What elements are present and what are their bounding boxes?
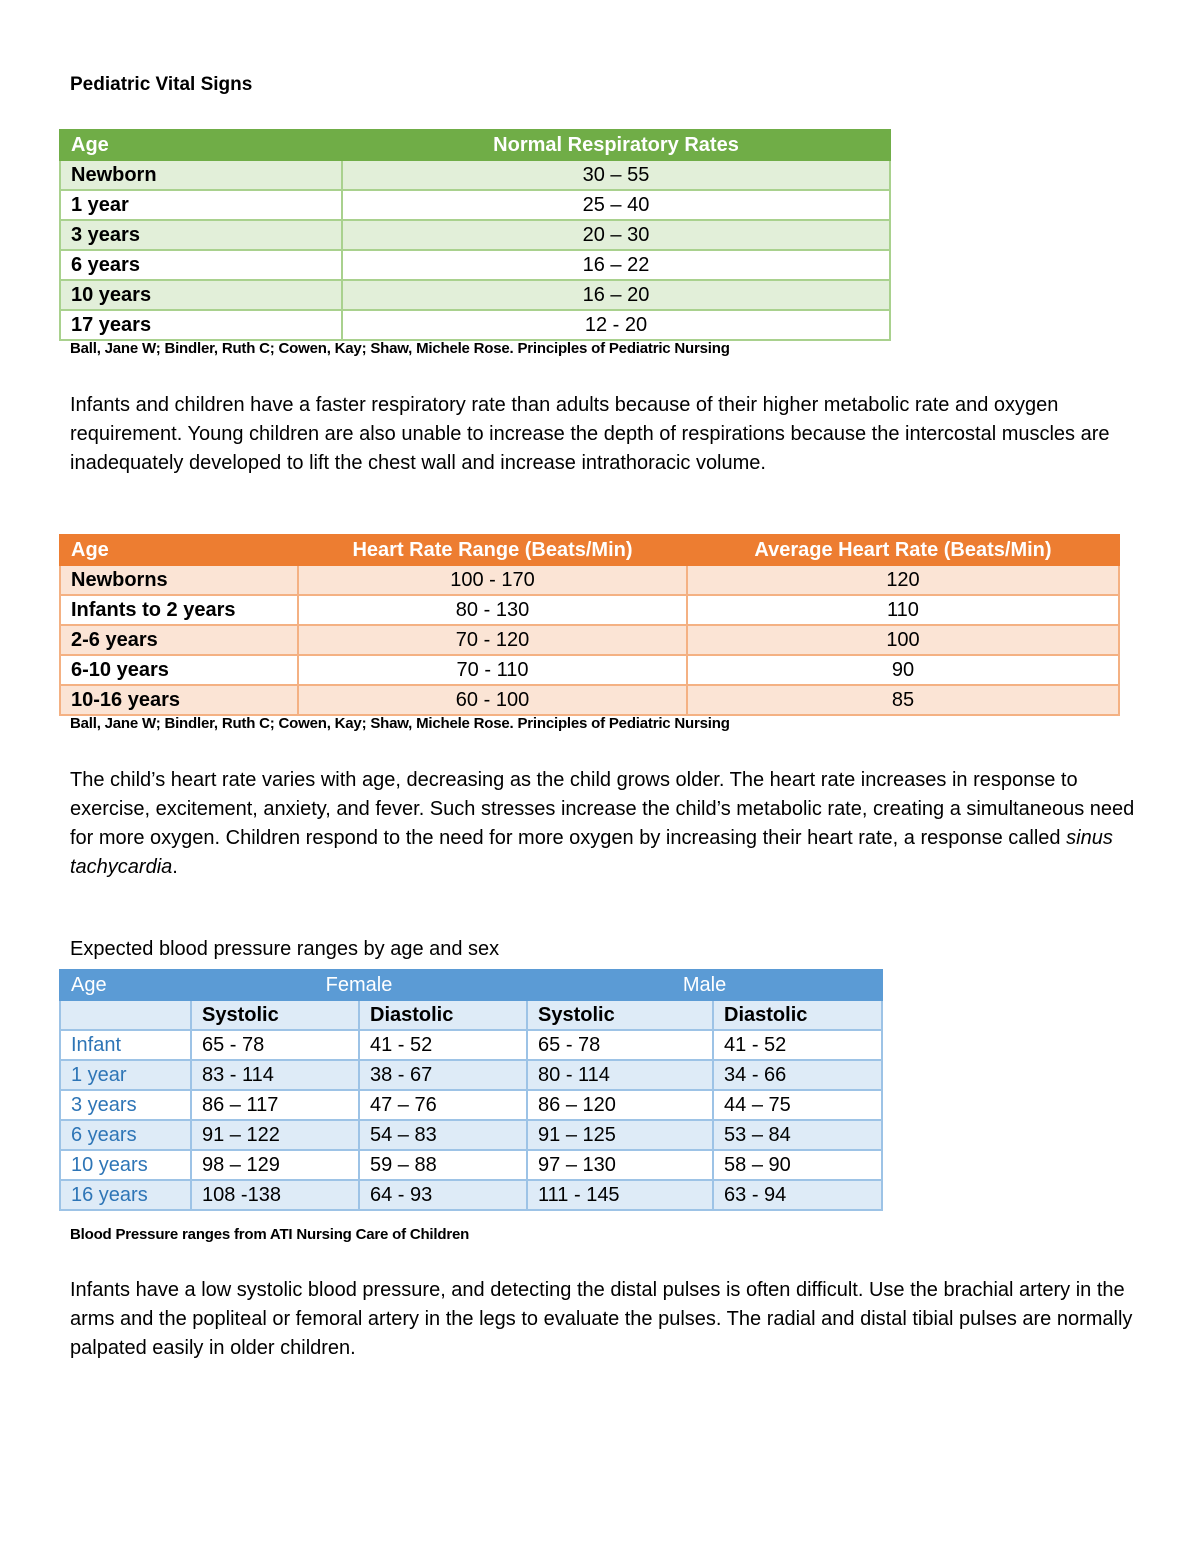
column-header-age: Age — [60, 970, 191, 1000]
table-cell-value: 100 - 170 — [298, 565, 687, 595]
table-row — [60, 1030, 882, 1060]
table-cell-value: 97 – 130 — [527, 1150, 713, 1180]
table-cell-value: 16 – 20 — [342, 280, 890, 310]
table-cell-age: Infant — [60, 1030, 191, 1060]
table-cell-value: 80 - 114 — [527, 1060, 713, 1090]
heart-paragraph-text: The child’s heart rate varies with age, decreasing as the child grows older. The heart rate increases in response to exercise, excitement, anxiety, and fever. Such stresses increase the child’s metabolic rate, creating a simultaneous need for more oxygen. Children respond to the need for more oxygen by increasing their heart rate, a response called — [70, 769, 1135, 849]
heart-paragraph-italic: sinus tachycardia — [70, 827, 1113, 878]
table-cell-value: 41 - 52 — [359, 1030, 527, 1060]
table-cell-value: 120 — [687, 565, 1119, 595]
subheader-male-systolic: Systolic — [527, 1000, 713, 1030]
table-cell-value: 41 - 52 — [713, 1030, 882, 1060]
table-cell-value: 44 – 75 — [713, 1090, 882, 1120]
heart-paragraph-end: . — [172, 856, 178, 878]
table-cell-value: 12 - 20 — [342, 310, 890, 340]
table-cell-age: 10-16 years — [60, 685, 298, 715]
table-row — [60, 190, 890, 220]
table-cell-value: 90 — [687, 655, 1119, 685]
table-row — [60, 280, 890, 310]
table-cell-age: Newborns — [60, 565, 298, 595]
table-row — [60, 160, 890, 190]
table-cell-age: Newborn — [60, 160, 342, 190]
table-cell-value: 83 - 114 — [191, 1060, 359, 1090]
table-header-row — [60, 970, 882, 1000]
table-cell-value: 34 - 66 — [713, 1060, 882, 1090]
table-cell-value: 59 – 88 — [359, 1150, 527, 1180]
table-row — [60, 655, 1119, 685]
table-cell-value: 98 – 129 — [191, 1150, 359, 1180]
bp-paragraph: Infants have a low systolic blood pressure, and detecting the distal pulses is often difficult. Use the brachial artery in the arms and the popliteal or femoral artery in the legs to evaluate the pulses. The radial and distal tibial pulses are normally palpated easily in older children. — [70, 1279, 1133, 1359]
table-row — [60, 220, 890, 250]
table-cell-value: 53 – 84 — [713, 1120, 882, 1150]
table-cell-value: 85 — [687, 685, 1119, 715]
table-cell-value: 58 – 90 — [713, 1150, 882, 1180]
table-row — [60, 1150, 882, 1180]
table-cell-value: 60 - 100 — [298, 685, 687, 715]
table-cell-value: 70 - 110 — [298, 655, 687, 685]
table-cell-age: 10 years — [60, 1150, 191, 1180]
table-cell-value: 54 – 83 — [359, 1120, 527, 1150]
table-subheader-row — [60, 1000, 882, 1030]
table-header-row — [60, 130, 890, 160]
table-cell-value: 65 - 78 — [527, 1030, 713, 1060]
subheader-blank — [60, 1000, 191, 1030]
table-cell-value: 25 – 40 — [342, 190, 890, 220]
column-header-male: Male — [527, 970, 882, 1000]
table-cell-value: 38 - 67 — [359, 1060, 527, 1090]
table-header-row — [60, 535, 1119, 565]
table-cell-value: 65 - 78 — [191, 1030, 359, 1060]
table-cell-value: 111 - 145 — [527, 1180, 713, 1210]
table-row — [60, 625, 1119, 655]
heart-paragraph — [70, 766, 1140, 882]
table-row — [60, 595, 1119, 625]
table-cell-age: 1 year — [60, 1060, 191, 1090]
blood-pressure-table — [59, 969, 883, 1211]
table-cell-value: 20 – 30 — [342, 220, 890, 250]
table-cell-age: 2-6 years — [60, 625, 298, 655]
table-cell-age: 1 year — [60, 190, 342, 220]
table-cell-value: 64 - 93 — [359, 1180, 527, 1210]
table-cell-value: 108 -138 — [191, 1180, 359, 1210]
table-cell-value: 86 – 120 — [527, 1090, 713, 1120]
table-cell-age: 6-10 years — [60, 655, 298, 685]
column-header-respiratory-rates: Normal Respiratory Rates — [342, 130, 890, 160]
table-cell-age: 3 years — [60, 1090, 191, 1120]
column-header-heart-rate-range: Heart Rate Range (Beats/Min) — [298, 535, 687, 565]
bp-heading: Expected blood pressure ranges by age and sex — [70, 938, 500, 960]
column-header-age: Age — [60, 130, 342, 160]
table-cell-age: 3 years — [60, 220, 342, 250]
table-cell-value: 110 — [687, 595, 1119, 625]
table-cell-value: 80 - 130 — [298, 595, 687, 625]
table-row — [60, 250, 890, 280]
table-cell-age: 6 years — [60, 1120, 191, 1150]
column-header-age: Age — [60, 535, 298, 565]
subheader-female-systolic: Systolic — [191, 1000, 359, 1030]
heart-rate-table — [59, 534, 1120, 716]
table-row — [60, 1090, 882, 1120]
table-row — [60, 565, 1119, 595]
table-cell-age: Infants to 2 years — [60, 595, 298, 625]
respiratory-citation: Ball, Jane W; Bindler, Ruth C; Cowen, Kay; Shaw, Michele Rose. Principles of Pediatric Nursing — [70, 340, 730, 357]
table-cell-age: 6 years — [60, 250, 342, 280]
table-cell-value: 30 – 55 — [342, 160, 890, 190]
page-title: Pediatric Vital Signs — [70, 74, 253, 95]
table-cell-value: 100 — [687, 625, 1119, 655]
table-row — [60, 685, 1119, 715]
table-row — [60, 1180, 882, 1210]
table-cell-value: 86 – 117 — [191, 1090, 359, 1120]
heart-citation: Ball, Jane W; Bindler, Ruth C; Cowen, Kay; Shaw, Michele Rose. Principles of Pediatric Nursing — [70, 715, 730, 732]
table-cell-value: 91 – 122 — [191, 1120, 359, 1150]
column-header-female: Female — [191, 970, 527, 1000]
table-cell-value: 47 – 76 — [359, 1090, 527, 1120]
respiratory-rate-table — [59, 129, 891, 341]
table-row — [60, 1060, 882, 1090]
column-header-average-heart-rate: Average Heart Rate (Beats/Min) — [687, 535, 1119, 565]
table-cell-value: 16 – 22 — [342, 250, 890, 280]
respiratory-paragraph: Infants and children have a faster respiratory rate than adults because of their higher metabolic rate and oxygen requirement. Young children are also unable to increase the depth of respirations because the intercostal muscles are inadequately developed to lift the chest wall and increase intrathoracic volume. — [70, 394, 1110, 474]
table-cell-age: 16 years — [60, 1180, 191, 1210]
table-row — [60, 310, 890, 340]
table-cell-age: 17 years — [60, 310, 342, 340]
table-cell-value: 63 - 94 — [713, 1180, 882, 1210]
table-cell-value: 70 - 120 — [298, 625, 687, 655]
subheader-male-diastolic: Diastolic — [713, 1000, 882, 1030]
bp-citation: Blood Pressure ranges from ATI Nursing Care of Children — [70, 1226, 470, 1243]
table-cell-value: 91 – 125 — [527, 1120, 713, 1150]
table-cell-age: 10 years — [60, 280, 342, 310]
subheader-female-diastolic: Diastolic — [359, 1000, 527, 1030]
table-row — [60, 1120, 882, 1150]
